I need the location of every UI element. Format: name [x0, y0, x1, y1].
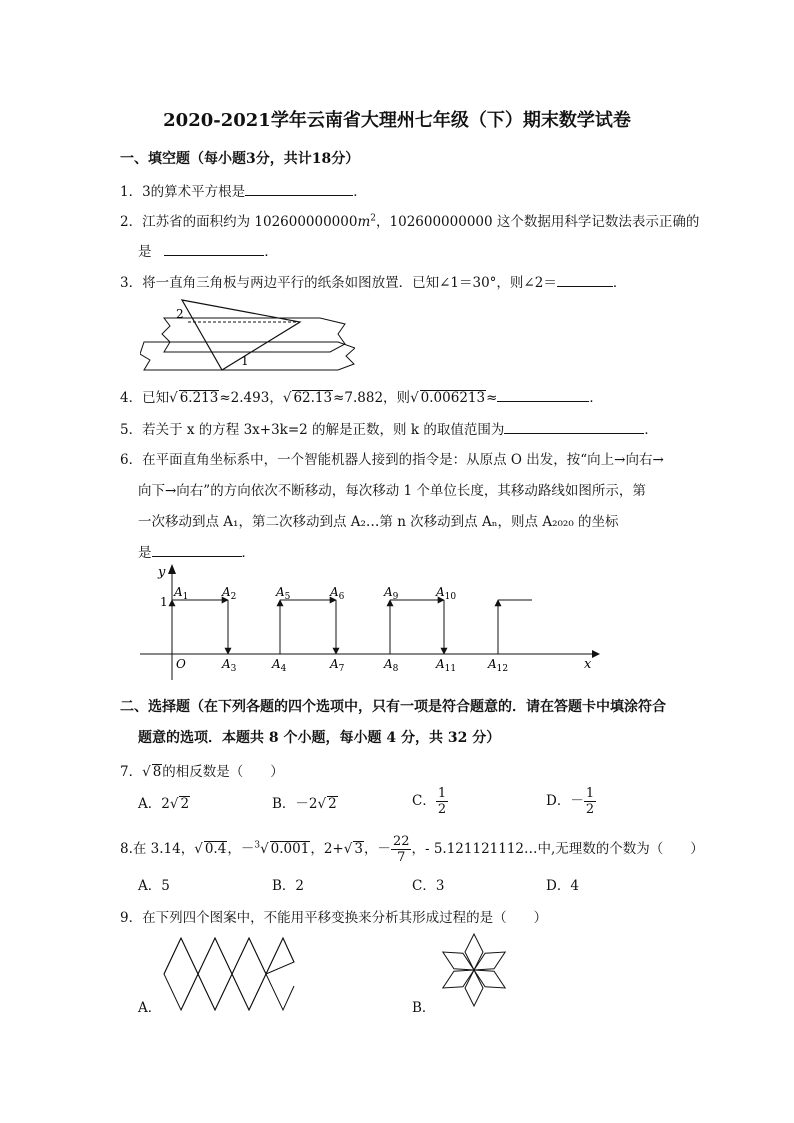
outline	[164, 938, 181, 974]
q6-line-2: 向下→向右”的方向依次不断移动，每次移动 1 个单位长度，其移动路线如图所示，第	[138, 483, 646, 499]
q4-text-b: ≈2.493，	[219, 390, 283, 406]
q6-line-4	[138, 541, 255, 561]
q1-number: 1．	[120, 184, 143, 200]
q3-text: 将一直角三角板与两边平行的纸条如图放置．已知∠1＝30°，则∠2＝	[142, 275, 557, 291]
q5-text: 若关于 x 的方程 3x+3k=2 的解是正数，则 k 的取值范围为	[142, 422, 505, 438]
origin-label: O	[176, 657, 186, 671]
question-4	[120, 386, 603, 406]
section-2-heading-line2: 题意的选项．本题共 8 个小题，每小题 4 分，共 32 分）	[138, 730, 501, 746]
angle-2-label: 2	[176, 307, 184, 321]
q7-option-c[interactable]	[412, 786, 448, 817]
q6-number: 6．	[120, 452, 143, 468]
y-axis-arrow-icon	[168, 564, 176, 574]
y-axis-label: y	[158, 565, 166, 580]
q7-option-b[interactable]	[272, 792, 338, 812]
q9-option-a[interactable]: A．	[138, 1000, 162, 1016]
q9-figure-b-star	[436, 930, 512, 1010]
sqrt-icon: √	[282, 390, 292, 406]
point-label-a2: $A_2$	[222, 585, 237, 602]
q1-end: ．	[353, 184, 367, 200]
q8-text-a: 8.在 3.14，	[120, 841, 195, 857]
q7-d-num: 1	[585, 786, 595, 801]
point-label-a12: $A_{12}$	[488, 657, 509, 674]
q6-answer-blank[interactable]	[152, 542, 242, 557]
q2-number: 2．	[120, 214, 143, 230]
q8-radicand-1: 0.4	[204, 841, 227, 857]
q2-answer-blank[interactable]	[164, 241, 264, 256]
q4-end: ．	[589, 390, 603, 406]
section-2-heading: 二、选择题（在下列各题的四个选项中，只有一项是符合题意的．请在答题卡中填涂符合	[120, 699, 666, 715]
q1-answer-blank[interactable]	[245, 181, 353, 196]
q7-d-den: 2	[585, 802, 595, 817]
q7-option-c-label: C．	[412, 793, 436, 809]
angle-1-label: 1	[241, 354, 249, 368]
q7-option-a[interactable]	[138, 792, 190, 812]
sqrt-icon: √	[169, 390, 178, 406]
q7-option-a-radicand: 2	[180, 796, 190, 812]
section-1-heading: 一、填空题（每小题3分，共计18分）	[120, 151, 360, 167]
q8-text-b: ，－	[227, 841, 255, 857]
page-title: 2020-2021学年云南省大理州七年级（下）期末数学试卷	[163, 110, 631, 131]
q8-frac-den: 7	[397, 850, 406, 865]
q8-option-a[interactable]: A．5	[138, 878, 170, 894]
q7-radicand: 8	[152, 764, 162, 780]
q4-radicand-2: 62.13	[293, 390, 333, 406]
question-7	[120, 760, 284, 780]
q2-text-2: ，102600000000 这个数据用科学记数法表示正确的	[376, 214, 700, 230]
q7-option-a-label: A．2	[138, 796, 170, 812]
point-label-a8: $A_8$	[384, 657, 399, 674]
q7-c-den: 2	[437, 802, 447, 817]
point-label-a11: $A_{11}$	[436, 657, 457, 674]
rhombus-2	[198, 938, 232, 1010]
q5-end: ．	[644, 422, 658, 438]
q7-option-d-label: D．－	[546, 793, 584, 809]
q9-figure-a-rhombus-chain	[162, 934, 297, 1014]
q2-end: ．	[264, 244, 278, 260]
question-3	[120, 271, 626, 291]
sqrt-icon: √	[194, 841, 203, 857]
q7-option-c-fraction	[436, 786, 448, 817]
rhombus-1	[164, 938, 198, 1010]
point-label-a1: $A_1$	[174, 585, 189, 602]
point-label-a7: $A_7$	[330, 657, 345, 674]
q6-line-4-text: 是	[138, 545, 152, 561]
question-5	[120, 418, 658, 438]
q8-option-c[interactable]: C．3	[412, 878, 445, 894]
q6-line-3: 一次移动到点 A₁，第二次移动到点 A₂…第 n 次移动到点 Aₙ，则点 A₂₀₂₀ 的坐标	[138, 514, 619, 530]
bottom-zigzag	[181, 974, 294, 1010]
q7-c-num: 1	[437, 786, 447, 801]
point-labels	[173, 585, 508, 674]
sqrt-icon: √	[142, 764, 151, 780]
q8-root-index: 3	[254, 840, 261, 851]
robot-path	[172, 600, 532, 654]
question-8	[120, 834, 704, 865]
q2-text-3: 是	[138, 244, 152, 260]
q9-option-b[interactable]: B．	[412, 1000, 436, 1016]
point-label-a5: $A_5$	[276, 585, 291, 602]
q3-end: ．	[612, 275, 627, 291]
star-petal-1	[465, 934, 483, 970]
x-axis-arrow-icon	[592, 650, 600, 658]
q3-answer-blank[interactable]	[557, 272, 613, 287]
q8-text-d: ，－	[363, 841, 391, 857]
sqrt-icon: √	[343, 841, 353, 857]
q8-frac-num: 22	[392, 834, 410, 849]
q2-exponent: 2	[370, 213, 377, 224]
point-label-a10: $A_{10}$	[436, 585, 457, 602]
q5-number: 5．	[120, 422, 143, 438]
q8-text-e: ，- 5.121121112…中,无理数的个数为（ ）	[411, 841, 704, 857]
star-petal-4	[465, 970, 483, 1006]
sqrt-icon: √	[410, 390, 419, 406]
q1-text: 3的算术平方根是	[142, 184, 246, 200]
q4-number: 4．	[120, 390, 143, 406]
q8-fraction	[391, 834, 412, 865]
q8-radicand-2: 0.001	[270, 841, 310, 857]
question-1	[120, 180, 367, 200]
q7-option-d-fraction	[584, 786, 596, 817]
q8-option-b[interactable]: B．2	[272, 878, 305, 894]
rhombus-3	[232, 938, 266, 1010]
question-6	[120, 448, 664, 468]
point-label-a3: $A_3$	[222, 657, 237, 674]
q7-option-d[interactable]	[546, 786, 596, 817]
point-label-a6: $A_6$	[330, 585, 345, 602]
sqrt-icon: √	[260, 841, 269, 857]
point-label-a9: $A_9$	[384, 585, 399, 602]
q4-radicand-1: 6.213	[179, 390, 219, 406]
y-tick-1-label: 1	[160, 595, 168, 609]
sqrt-icon: √	[317, 796, 327, 812]
q3-number: 3．	[120, 275, 143, 291]
q8-radicand-3: 3	[354, 841, 363, 857]
q8-option-d[interactable]: D．4	[546, 878, 579, 894]
q5-answer-blank[interactable]	[504, 419, 644, 434]
paper-strip-top-bottom	[162, 318, 345, 352]
q4-radicand-3: 0.006213	[420, 390, 486, 406]
question-2-line2	[138, 240, 278, 260]
point-label-a4: $A_4$	[272, 657, 287, 674]
question-2	[120, 210, 699, 230]
q4-text-a: 已知	[142, 390, 170, 406]
question-9: 9．在下列四个图案中，不能用平移变换来分析其形成过程的是（ ）	[120, 910, 548, 926]
sqrt-icon: √	[169, 796, 179, 812]
q3-figure	[140, 296, 355, 372]
q7-text: 的相反数是（ ）	[162, 764, 284, 780]
q6-coordinate-graph	[140, 562, 600, 682]
q2-text-1: 江苏省的面积约为 102600000000	[142, 214, 358, 230]
q7-option-b-label: B．－2	[272, 796, 318, 812]
q7-option-b-radicand: 2	[328, 796, 337, 812]
q7-number: 7．	[120, 764, 143, 780]
q2-unit: m	[357, 214, 371, 230]
q4-text-c: ≈7.882，则	[333, 390, 411, 406]
q4-text-d: ≈	[486, 390, 498, 406]
q4-answer-blank[interactable]	[497, 387, 589, 402]
q8-text-c: ，2+	[310, 841, 344, 857]
q6-line-1: 在平面直角坐标系中，一个智能机器人接到的指令是：从原点 O 出发，按“向上→向右→	[142, 452, 664, 468]
x-axis-label: x	[584, 657, 592, 672]
top-zigzag	[181, 938, 294, 974]
q6-end: ．	[241, 545, 255, 561]
